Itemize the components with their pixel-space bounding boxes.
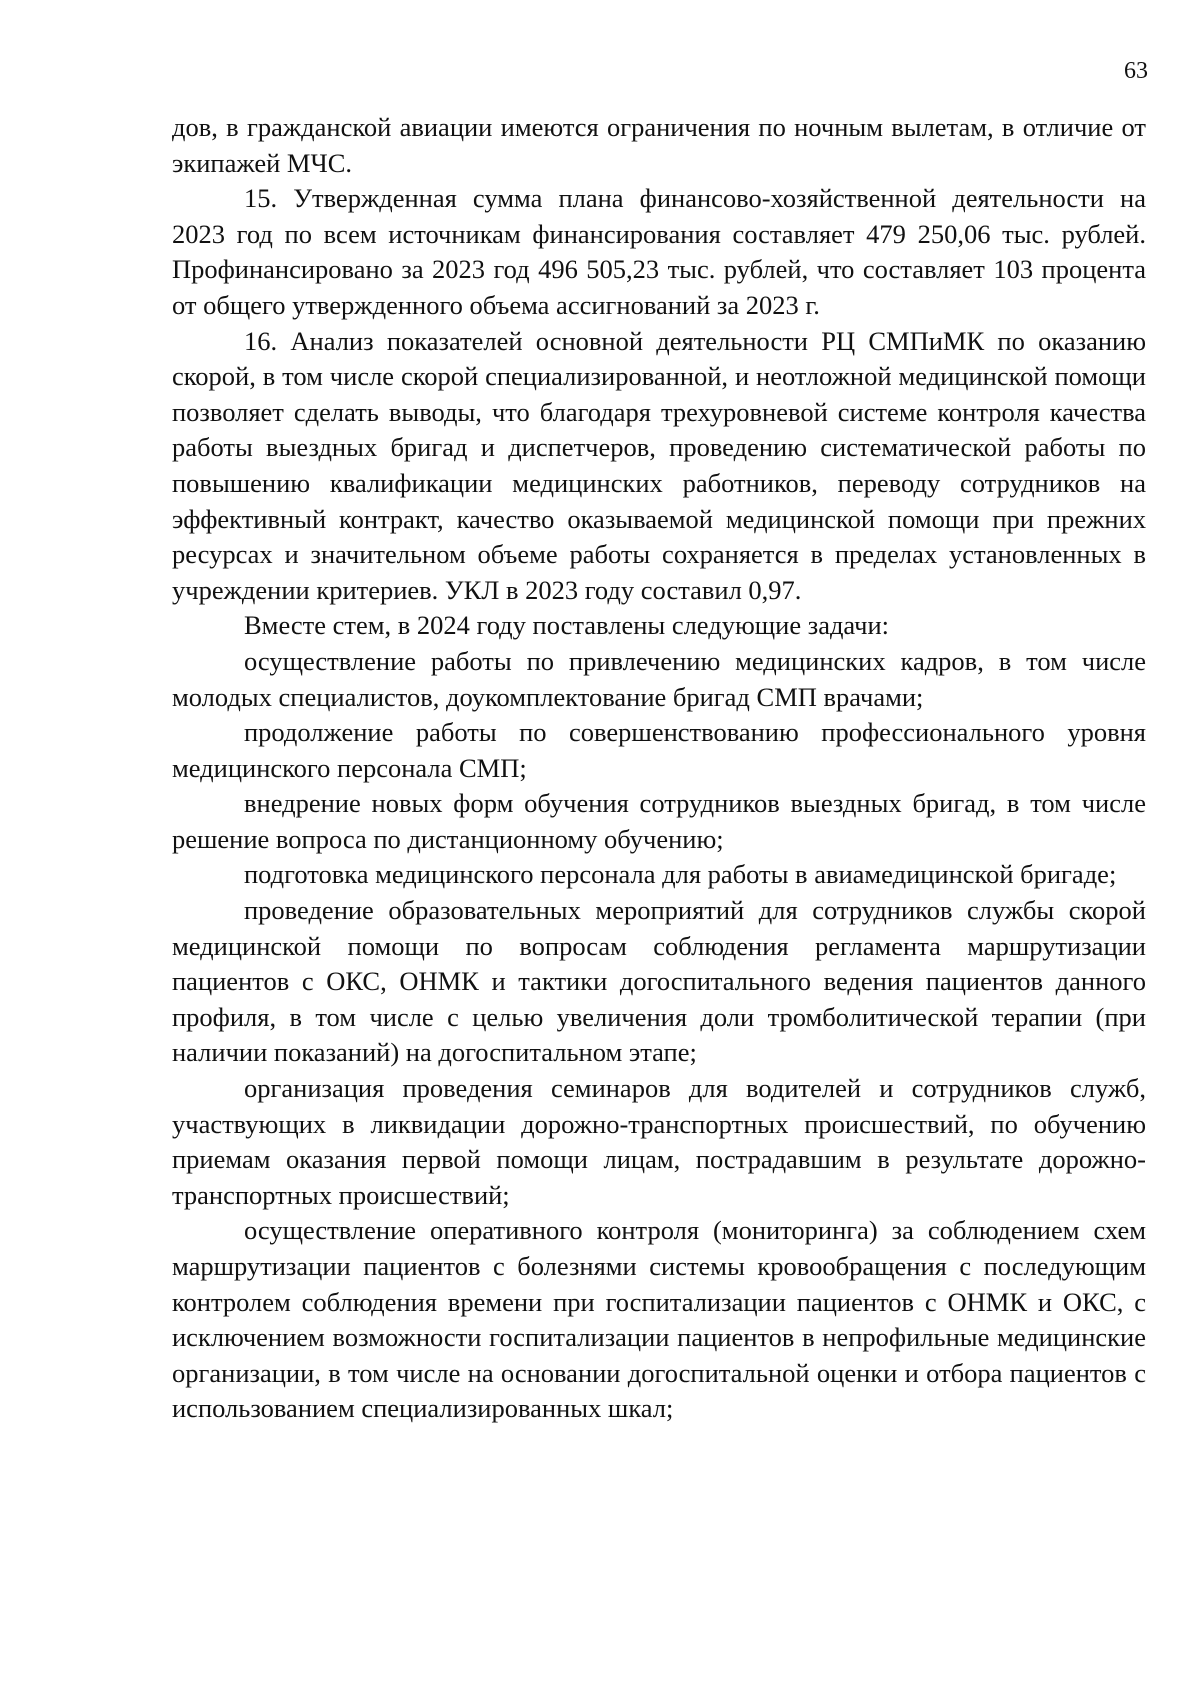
task-item-first-aid-seminars: организация проведения семинаров для водителей и сотрудников служб, участвующих в ликвидации дорожно-транспортных происшествий, по обучению приемам оказания первой помощи лицам, пострадавшим в результате дорожно-транспортных происшествий;	[172, 1073, 1146, 1210]
task-item-educational-events: проведение образовательных мероприятий для сотрудников службы скорой медицинской помощи по вопросам соблюдения регламента маршрутизации пациентов с ОКС, ОНМК и тактики догоспитального ведения пациентов данного профиля, в том числе с целью увеличения доли тромболитической терапии (при наличии показаний) на догоспитальном этапе;	[172, 895, 1146, 1068]
document-body	[172, 110, 1146, 1427]
task-item-new-training-forms: внедрение новых форм обучения сотрудников выездных бригад, в том числе решение вопроса по дистанционному обучению;	[172, 788, 1146, 854]
task-item-routing-monitoring: осуществление оперативного контроля (мониторинга) за соблюдением схем маршрутизации пациентов с болезнями системы кровообращения с последующим контролем соблюдения времени при госпитализации пациентов с ОНМК и ОКС, с исключением возможности госпитализации пациентов в непрофильные медицинские организации, в том числе на основании догоспитальной оценки и отбора пациентов с использованием специализированных шкал;	[172, 1215, 1146, 1424]
paragraph-continuation: дов, в гражданской авиации имеются ограничения по ночным вылетам, в отличие от экипажей МЧС.	[172, 112, 1146, 178]
paragraph-item-16-analysis: 16. Анализ показателей основной деятельности РЦ СМПиМК по оказанию скорой, в том числе скорой специализированной, и неотложной медицинской помощи позволяет сделать выводы, что благодаря трехуровневой системе контроля качества работы выездных бригад и диспетчеров, проведению систематической работы по повышению квалификации медицинских работников, переводу сотрудников на эффективный контракт, качество оказываемой медицинской помощи при прежних ресурсах и значительном объеме работы сохраняется в пределах установленных в учреждении критериев. УКЛ в 2023 году составил 0,97.	[172, 325, 1146, 605]
page-number: 63	[1124, 58, 1148, 84]
paragraph-item-15-budget: 15. Утвержденная сумма плана финансово-хозяйственной деятельности на 2023 год по всем источникам финансирования составляет 479 250,06 тыс. рублей. Профинансировано за 2023 год 496 505,23 тыс. рублей, что составляет 103 процента от общего утвержденного объема ассигнований за 2023 г.	[172, 183, 1146, 320]
task-item-staffing: осуществление работы по привлечению медицинских кадров, в том числе молодых специалистов, доукомплектование бригад СМП врачами;	[172, 645, 1146, 712]
paragraph-tasks-intro: Вместе стем, в 2024 году поставлены следующие задачи:	[244, 610, 890, 641]
task-item-professional-level: продолжение работы по совершенствованию профессионального уровня медицинского персонала СМП;	[172, 717, 1146, 783]
task-item-air-medical-brigade: подготовка медицинского персонала для работы в авиамедицинской бригаде;	[244, 859, 1117, 890]
